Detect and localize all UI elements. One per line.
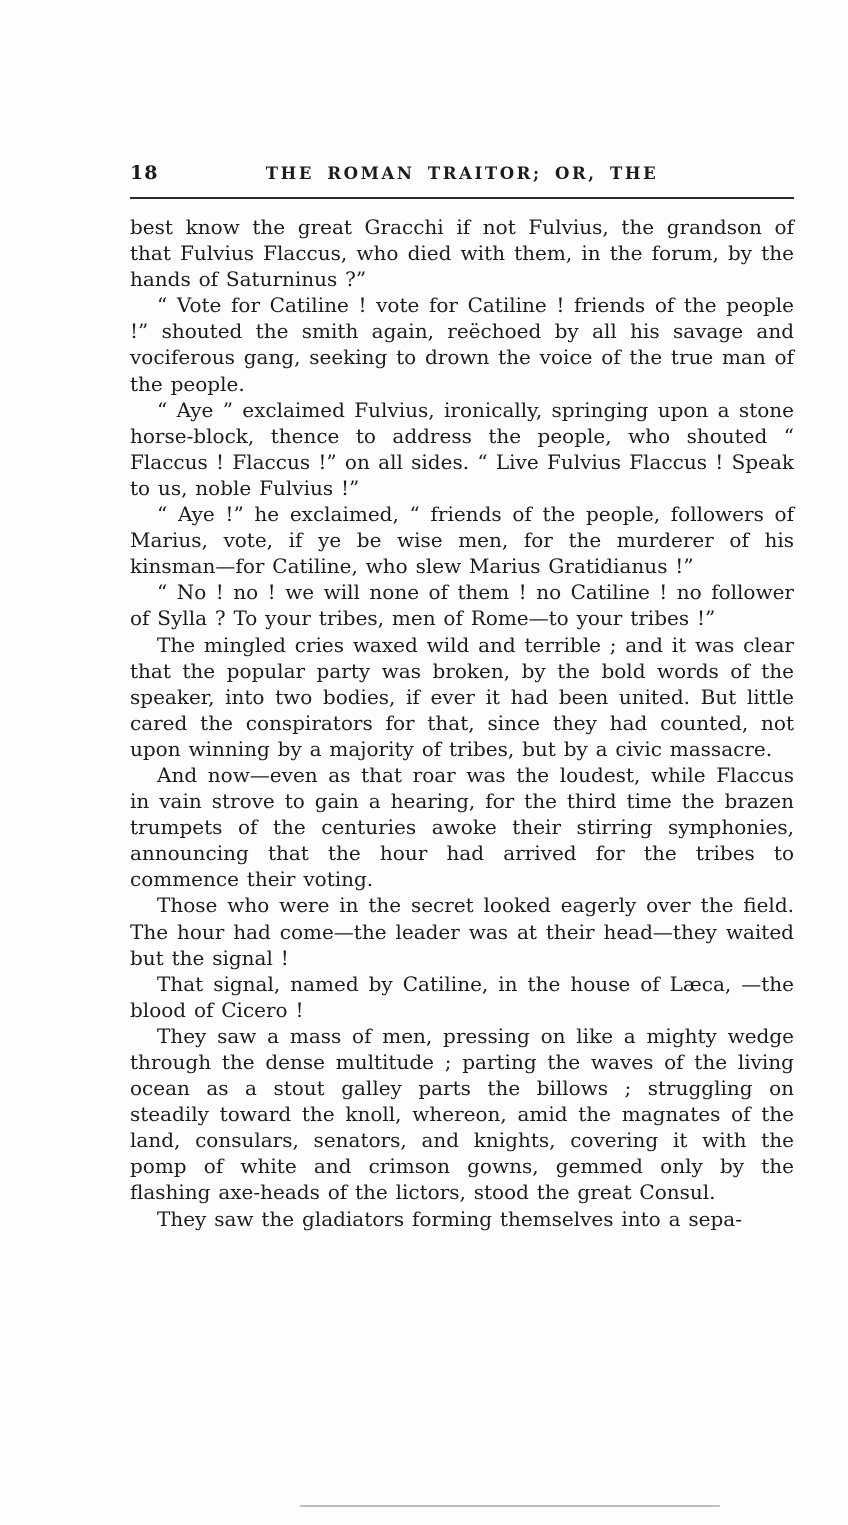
paragraph: They saw a mass of men, pressing on like a mighty wedge through the dense multitude ; parting the waves of the living ocean as a stout galley parts the billows ; struggling on steadily toward the knoll, whereon, amid the magnates of the land, consulars, senators, and knights, covering it with the pomp of white and crimson gowns, gemmed only by the flashing axe-heads of the lictors, stood the great Consul.	[130, 1023, 794, 1205]
paragraph: “ Aye !” he exclaimed, “ friends of the people, followers of Marius, vote, if ye be wise men, for the murderer of his kinsman—for Catiline, who slew Marius Gratidianus !”	[130, 502, 794, 579]
paragraph: They saw the gladiators forming themselves into a sepa-	[157, 1206, 742, 1231]
body-text	[130, 214, 794, 1232]
paragraph: The mingled cries waxed wild and terrible ; and it was clear that the popular party was broken, by the bold words of the speaker, into two bodies, if ever it had been united. But little cared the conspirators for that, since they had counted, not upon winning by a majority of tribes, but by a civic massacre.	[130, 632, 794, 761]
page-content	[130, 162, 794, 1232]
paragraph: “ No ! no ! we will none of them ! no Catiline ! no follower of Sylla ? To your tribes, men of Rome—to your tribes !”	[130, 580, 794, 631]
running-title: THE ROMAN TRAITOR; OR, THE	[265, 164, 659, 183]
paragraph: “ Vote for Catiline ! vote for Catiline ! friends of the people !” shouted the smith again, reëchoed by all his savage and vociferous gang, seeking to drown the voice of the true man of the people.	[130, 293, 794, 396]
page-header	[130, 162, 794, 188]
paragraph: Those who were in the secret looked eagerly over the field. The hour had come—the leader was at their head—they waited but the signal !	[130, 893, 794, 970]
header-rule	[130, 197, 794, 199]
paragraph: “ Aye ” exclaimed Fulvius, ironically, springing upon a stone horse-block, thence to address the people, who shouted “ Flaccus ! Flaccus !” on all sides. “ Live Fulvius Flaccus ! Speak to us, noble Fulvius !”	[130, 397, 794, 500]
paragraph: And now—even as that roar was the loudest, while Flaccus in vain strove to gain a hearing, for the third time the brazen trumpets of the centuries awoke their stirring symphonies, announcing that the hour had arrived for the tribes to commence their voting.	[130, 762, 794, 892]
paragraph: best know the great Gracchi if not Fulvius, the grandson of that Fulvius Flaccus, who died with them, in the forum, by the hands of Saturninus ?”	[130, 215, 794, 292]
scan-artifact-line	[300, 1505, 720, 1507]
page-number: 18	[130, 162, 159, 184]
paragraph: That signal, named by Catiline, in the house of Læca, —the blood of Cicero !	[130, 971, 794, 1022]
